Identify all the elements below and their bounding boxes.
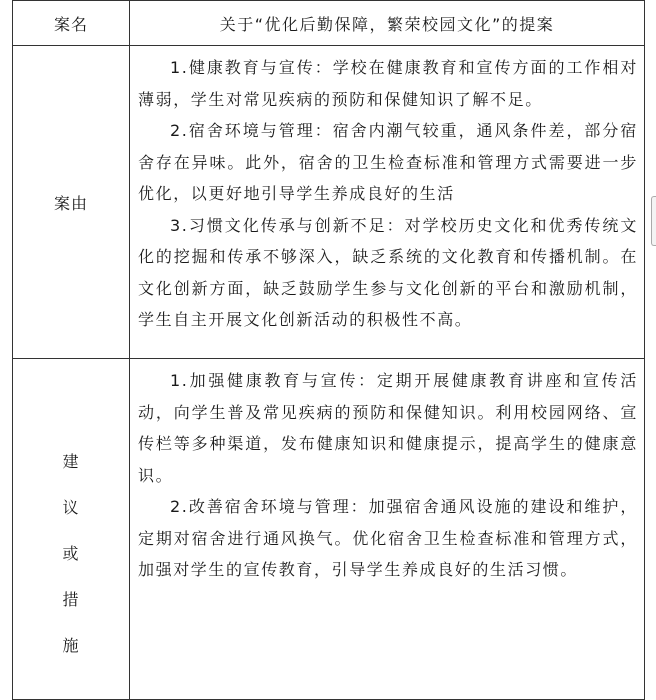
reason-content-cell[interactable] bbox=[130, 46, 645, 359]
advice-vertical-label bbox=[13, 409, 129, 699]
advice-label-char: 或 bbox=[62, 544, 80, 563]
title-row bbox=[13, 1, 645, 46]
reason-paragraph: 1.健康教育与宣传：学校在健康教育和宣传方面的工作相对薄弱，学生对常见疾病的预防和保健知识了解不足。 bbox=[138, 58, 638, 109]
title-label-cell bbox=[13, 1, 130, 46]
reason-label-cell bbox=[13, 46, 130, 359]
advice-label-cell bbox=[13, 359, 130, 700]
proposal-title: 关于“优化后勤保障，繁荣校园文化”的提案 bbox=[219, 14, 555, 34]
advice-content-cell[interactable] bbox=[130, 359, 645, 700]
reason-label: 案由 bbox=[53, 193, 88, 213]
title-value-cell bbox=[130, 1, 645, 46]
advice-paragraph: 2.改善宿舍环境与管理：加强宿舍通风设施的建设和维护，定期对宿舍进行通风换气。优化宿舍卫生检查标准和管理方式，加强对学生的宣传教育，引导学生养成良好的生活习惯。 bbox=[138, 497, 638, 579]
advice-label-char: 建 bbox=[62, 452, 80, 471]
reason-paragraph: 3.习惯文化传承与创新不足：对学校历史文化和优秀传统文化的挖掘和传承不够深入，缺乏系统的文化教育和传播机制。在文化创新方面，缺乏鼓励学生参与文化创新的平台和激励机制，学生自主开展文化创新活动的积极性不高。 bbox=[138, 215, 638, 329]
reason-paragraph: 2.宿舍环境与管理：宿舍内潮气较重，通风条件差，部分宿舍存在异味。此外，宿舍的卫生检查标准和管理方式需要进一步优化，以更好地引导学生养成良好的生活 bbox=[138, 121, 638, 203]
side-scroll-handle[interactable] bbox=[651, 196, 656, 246]
advice-label-char: 议 bbox=[62, 498, 80, 517]
advice-label-char: 措 bbox=[62, 590, 80, 609]
advice-row bbox=[13, 359, 645, 700]
advice-paragraph: 1.加强健康教育与宣传：定期开展健康教育讲座和宣传活动，向学生普及常见疾病的预防和保健知识。利用校园网络、宣传栏等多种渠道，发布健康知识和健康提示，提高学生的健康意识。 bbox=[138, 371, 638, 485]
proposal-table bbox=[12, 0, 645, 700]
reason-row bbox=[13, 46, 645, 359]
title-label: 案名 bbox=[53, 14, 88, 34]
advice-label-char: 施 bbox=[62, 636, 80, 655]
